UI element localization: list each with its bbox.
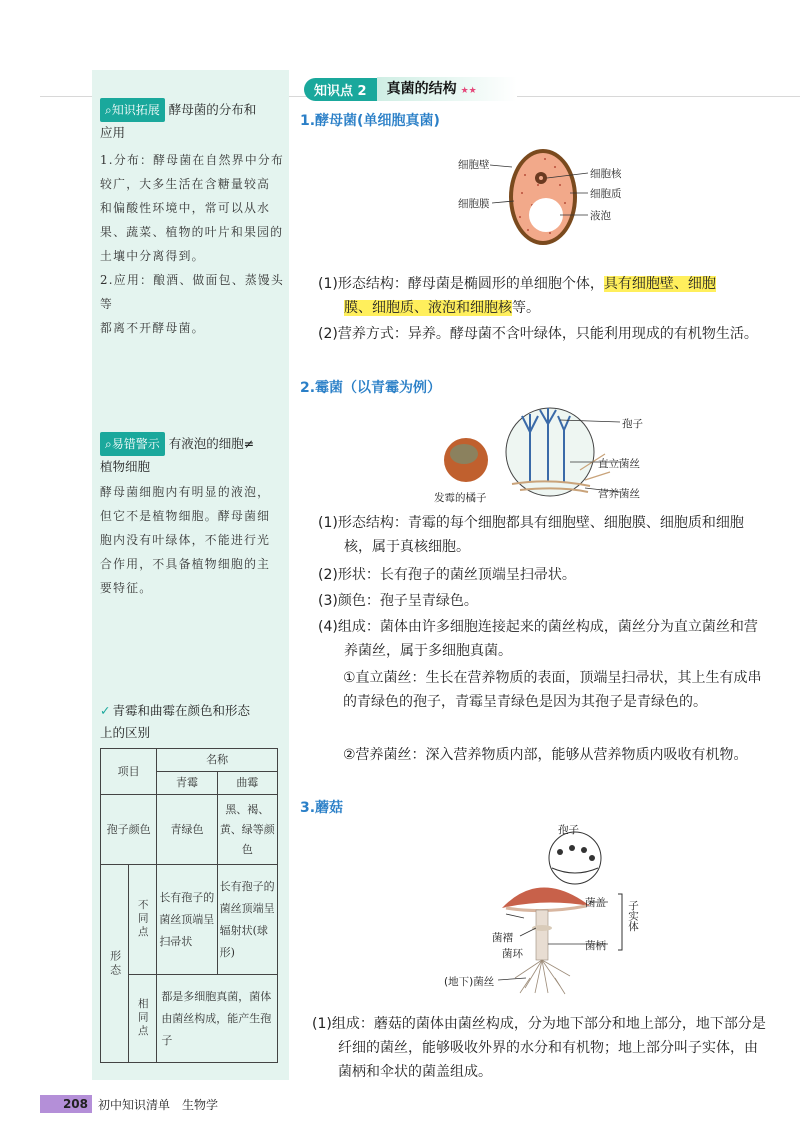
label-upright-hypha: 直立菌丝 [598,458,640,470]
book-title: 初中知识清单 [98,1097,171,1112]
label-mushroom-spore: 孢子 [558,824,579,836]
search-icon: ⌕ [105,103,112,117]
table-cell: 黑、褐、黄、绿等颜色 [217,795,277,865]
extension-tag [100,98,165,122]
extension-line: 果、蔬菜、植物的叶片和果园的 [100,225,284,239]
warning-body [100,480,286,600]
extension-title-line1: 酵母菌的分布和 [168,102,257,117]
label-fruiting-body: 子实体 [627,900,639,932]
label-vacuole: 液泡 [590,210,611,222]
vacuole-shape [529,198,563,232]
yeast-nutrition-paragraph: (2)营养方式：异养。酵母菌不含叶绿体，只能利用现成的有机物生活。 [318,326,758,342]
stalk-shape [536,910,548,960]
warning-line: 酵母菌细胞内有明显的液泡， [100,485,271,499]
warning-line: 要特征。 [100,581,153,595]
table-header-qumei: 曲霉 [217,772,277,795]
highlight-text: 具有细胞壁、细胞 [603,276,716,292]
knowledge-extension-box [100,98,286,340]
star-icon: ★★ [460,86,477,96]
table-cell: 长有孢子的菌丝顶端呈扫帚状 [157,865,217,975]
warning-tag-label: 易错警示 [111,437,160,451]
comparison-table [100,748,278,1063]
warning-line: 但它不是植物细胞。酵母菌细 [100,509,271,523]
extension-body [100,148,286,340]
paragraph-text: 等。 [512,300,540,316]
extension-title-line2: 应用 [100,125,126,140]
mold-composition-paragraph: (4)组成：菌体由许多细胞连接起来的菌丝构成，菌丝分为直立菌丝和营养菌丝，属于多细胞真菌。 [318,619,758,659]
search-icon: ⌕ [105,437,112,451]
section-mold-title: 2.霉菌（以青霉为例） [300,380,442,396]
extension-line: 都离不开酵母菌。 [100,321,205,335]
check-icon: ✓ [100,703,111,718]
extension-line: 和偏酸性环境中，常可以从水 [100,201,271,215]
warning-tag [100,432,165,456]
extension-line: 较广，大多生活在含糖量较高 [100,177,271,191]
highlight-text: 膜、细胞质、液泡和细胞核 [344,300,512,316]
label-nucleus: 细胞核 [590,168,622,180]
table-cell: 青绿色 [157,795,217,865]
label-cytoplasm: 细胞质 [590,188,622,200]
label-cell-wall: 细胞壁 [458,159,490,171]
label-cap: 菌盖 [585,897,606,909]
label-nutrient-hypha: 营养菌丝 [598,488,640,500]
paragraph-text: (1)形态结构：酵母菌是椭圆形的单细胞个体， [318,276,604,292]
mistake-warning-box [100,432,286,600]
label-cell-membrane: 细胞膜 [458,198,490,210]
section-mushroom-title: 3.蘑菇 [300,800,344,816]
nutrient-hypha-paragraph: ②营养菌丝：深入营养物质内部，能够从营养物质内吸收有机物。 [343,747,748,763]
comparison-title-line2: 上的区别 [100,725,151,740]
knowledge-point-title [377,77,517,101]
yeast-figure [450,145,650,250]
extension-heading [100,98,286,122]
extension-line: 2.应用：酿酒、做面包、蒸馒头等 [100,273,285,311]
comparison-heading [100,700,286,744]
extension-line: 土壤中分离得到。 [100,249,205,263]
subject-name: 生物学 [182,1097,219,1112]
mushroom-figure [440,818,650,998]
table-header-item: 项目 [101,749,157,795]
table-row-shape: 形态 [108,949,122,978]
knowledge-point-header [304,77,517,101]
label-ring: 菌环 [502,948,523,960]
page-footer [40,1092,218,1116]
cap-shape [502,887,590,908]
page-number: 208 [40,1095,92,1113]
label-underground-hypha: (地下)菌丝 [444,976,495,988]
mold-shape-paragraph: (2)形状：长有孢子的菌丝顶端呈扫帚状。 [318,567,576,583]
mold-figure [420,402,680,504]
table-header-name: 名称 [157,749,278,772]
table-cell: 长有孢子的菌丝顶端呈辐射状(球形) [217,865,277,975]
mold-color-paragraph: (3)颜色：孢子呈青绿色。 [318,593,478,609]
upright-hypha-paragraph: ①直立菌丝：生长在营养物质的表面，顶端呈扫帚状，其上生有成串的青绿色的孢子，青霉呈青绿色是因为其孢子是青绿色的。 [343,670,762,710]
warning-title-line2: 植物细胞 [100,459,151,474]
table-row-spore-color: 孢子颜色 [101,795,157,865]
table-row-same: 相同点 [136,998,149,1039]
warning-heading [100,432,286,456]
table-cell: 都是多细胞真菌，菌体由菌丝构成，能产生孢子 [157,975,278,1063]
mushroom-diagram [440,818,650,998]
section-yeast-title: 1.酵母菌(单细胞真菌) [300,113,440,129]
mushroom-composition-paragraph: (1)组成：蘑菇的菌体由菌丝构成，分为地下部分和地上部分，地下部分是纤细的菌丝，能够吸收外界的水分和有机物；地上部分叫子实体，由菌柄和伞状的菌盖组成。 [312,1016,766,1080]
warning-line: 胞内没有叶绿体，不能进行光 [100,533,271,547]
warning-line: 合作用，不具备植物细胞的主 [100,557,271,571]
table-header-qingmei: 青霉 [157,772,217,795]
knowledge-point-title-text: 真菌的结构 [386,81,457,97]
label-moldy-orange: 发霉的橘子 [434,492,487,504]
warning-title-line1: 有液泡的细胞≠ [168,436,255,451]
comparison-title-line1: 青霉和曲霉在颜色和形态 [112,703,250,718]
mold-structure-paragraph: (1)形态结构：青霉的每个细胞都具有细胞壁、细胞膜、细胞质和细胞核，属于真核细胞。 [318,515,744,555]
label-spore: 孢子 [622,418,643,430]
label-stalk: 菌柄 [585,940,606,952]
knowledge-point-badge: 知识点 2 [304,78,377,101]
ring-shape [532,925,552,931]
extension-line: 1.分布：酵母菌在自然界中分布 [100,153,285,167]
table-row-diff: 不同点 [136,899,149,940]
yeast-structure-paragraph [318,272,768,320]
label-gill: 菌褶 [492,932,513,944]
extension-tag-label: 知识拓展 [111,103,160,117]
